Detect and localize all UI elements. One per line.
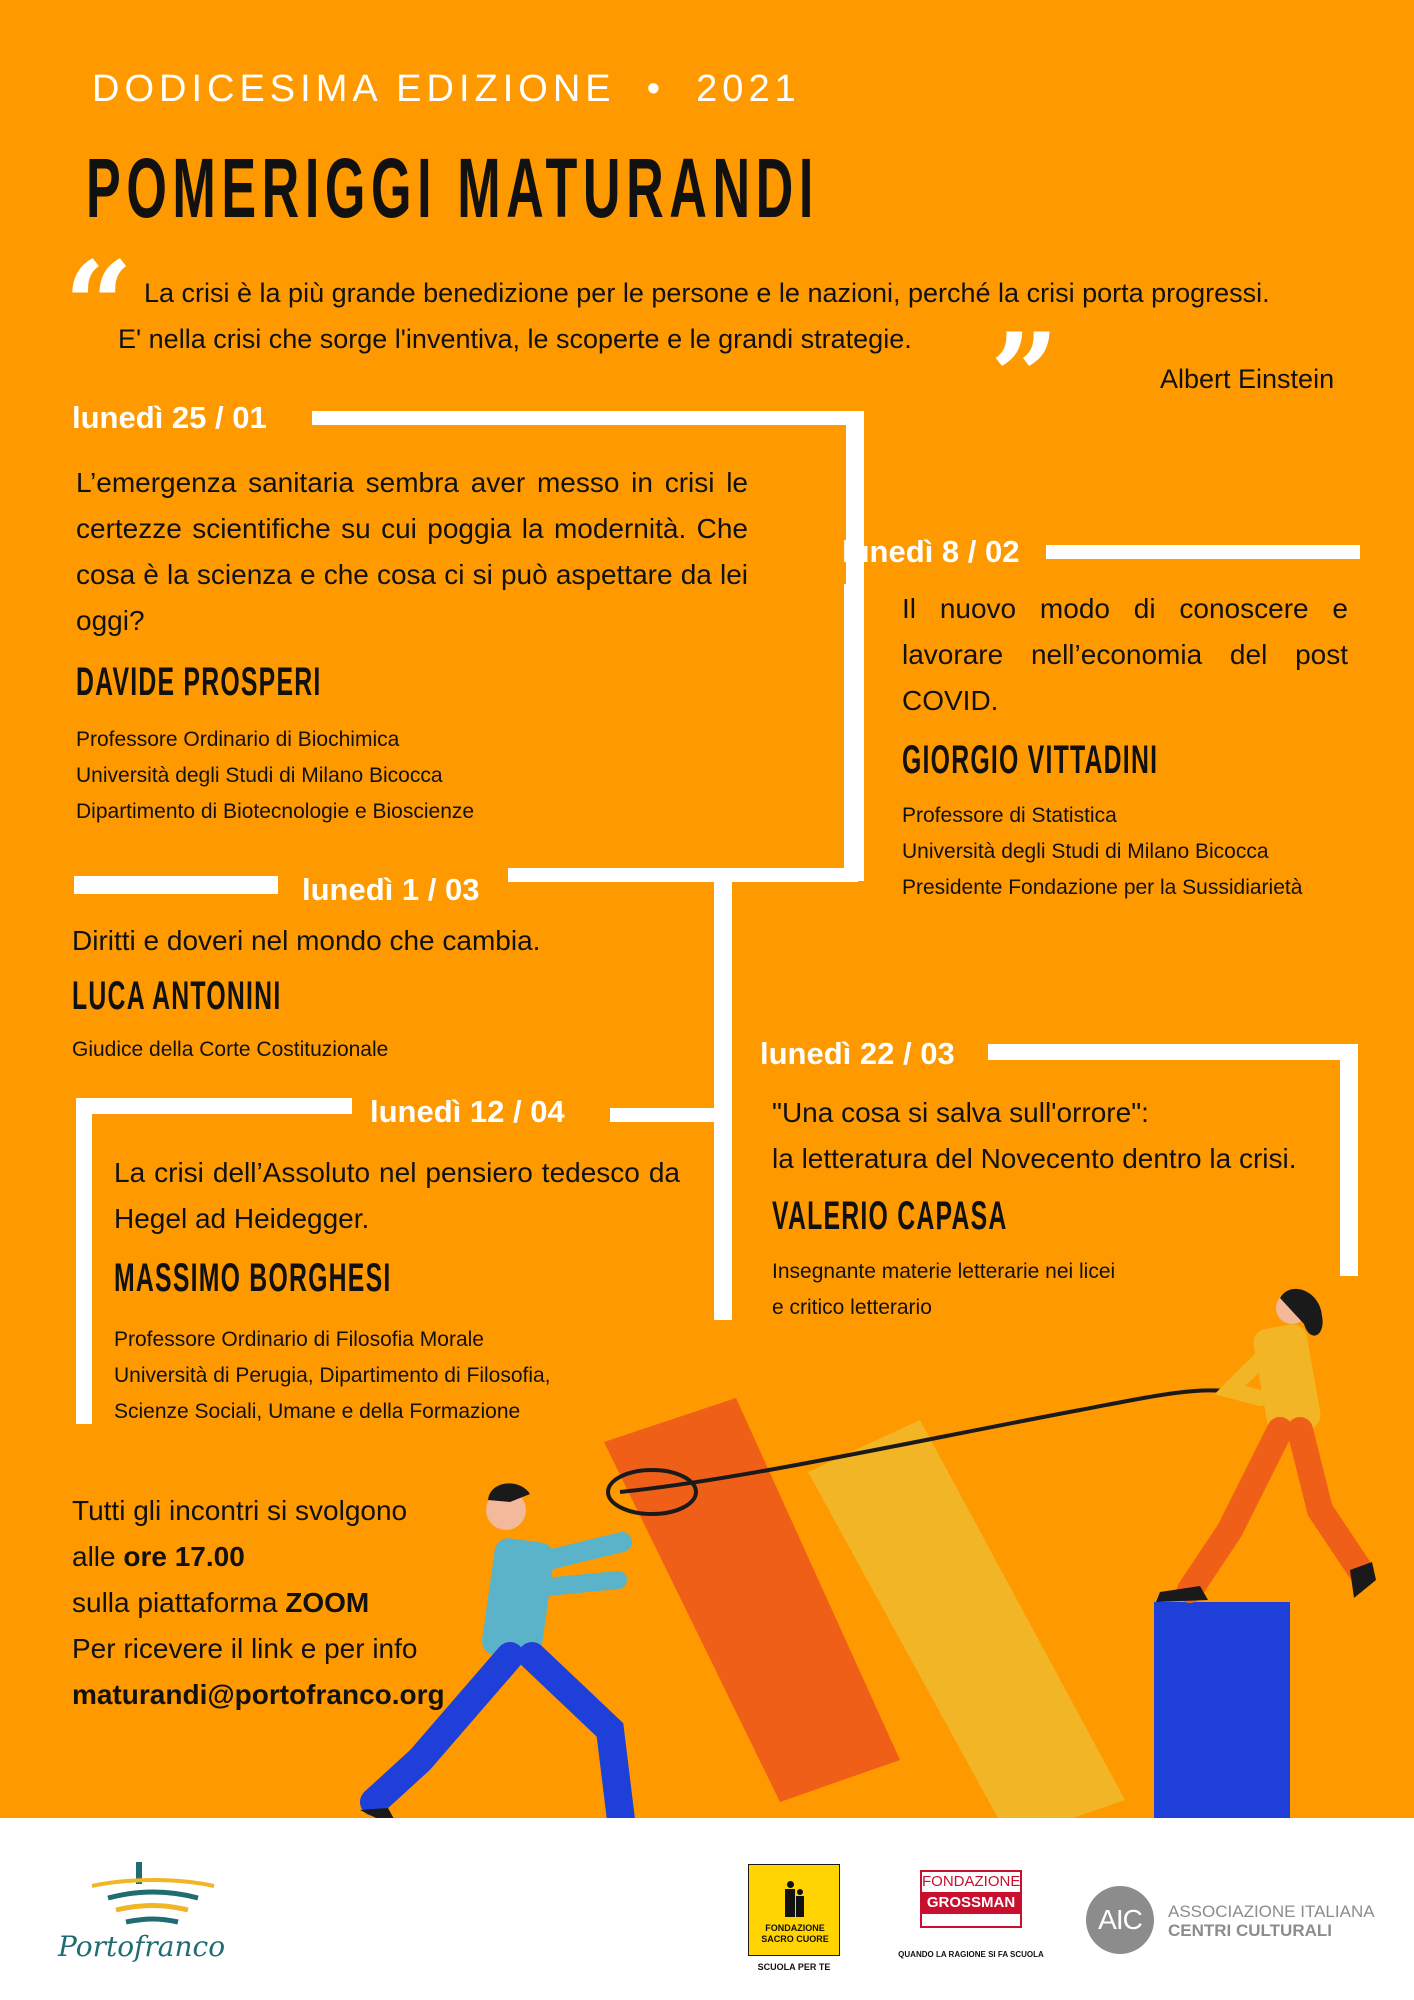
speaker-role: Scienze Sociali, Umane e della Formazione (114, 1400, 521, 1423)
speaker-role: Dipartimento di Biotecnologie e Bioscienze (76, 800, 475, 823)
speaker-role: Presidente Fondazione per la Sussidiarietà (902, 876, 1303, 899)
event-topic: "Una cosa si salva sull'orrore": (772, 1097, 1149, 1128)
info-line: Tutti gli incontri si svolgono (72, 1495, 408, 1526)
info-platform: ZOOM (285, 1587, 370, 1618)
timeline-bar (312, 411, 864, 425)
event-topic: La crisi dell’Assoluto nel pensiero tedesco da Hegel ad Heidegger. (114, 1157, 680, 1234)
event-date: lunedì 22 / 03 (760, 1036, 955, 1071)
speaker-name: LUCA ANTONINI (72, 974, 282, 1018)
aic-line-2: CENTRI CULTURALI (1168, 1921, 1332, 1940)
speaker-role: Professore di Statistica (902, 804, 1117, 827)
page-title: POMERIGGI MATURANDI (86, 141, 819, 235)
bullet-separator: • (631, 68, 697, 110)
close-quote-icon: ” (990, 307, 1060, 448)
timeline-bar (76, 1098, 92, 1424)
event-date: lunedì 1 / 03 (302, 872, 480, 907)
quote-line-1: La crisi è la più grande benedizione per le persone e le nazioni, perché la crisi porta progressi. (144, 278, 1270, 308)
timeline-bar (988, 1044, 1358, 1060)
edition-year: 2021 (696, 68, 801, 110)
sacro-cuore-name: FONDAZIONE SACRO CUORE (761, 1923, 829, 1944)
open-quote-icon: “ (64, 235, 134, 376)
timeline-bar (1340, 1044, 1358, 1276)
event-topic: L’emergenza sanitaria sembra aver messo in crisi le certezze scientifiche su cui poggia la modernità. Che cosa è la scienza e che cosa ci si può aspettare da lei oggi? (76, 467, 748, 636)
timeline-bar (844, 584, 858, 880)
grossman-tagline: QUANDO LA RAGIONE SI FA SCUOLA (898, 1950, 1044, 1959)
speaker-role: Università degli Studi di Milano Bicocca (76, 764, 443, 787)
speaker-name: GIORGIO VITTADINI (902, 738, 1159, 782)
speaker-name: VALERIO CAPASA (772, 1194, 1008, 1238)
info-line: alle ore 17.00 (72, 1541, 245, 1572)
figures-icon (785, 1881, 805, 1921)
event-date: lunedì 8 / 02 (842, 534, 1020, 569)
speaker-name: DAVIDE PROSPERI (76, 660, 322, 704)
timeline-bar (714, 880, 732, 1320)
timeline-bar (508, 868, 858, 882)
event-topic: Diritti e doveri nel mondo che cambia. (72, 925, 541, 956)
info-line: sulla piattaforma ZOOM (72, 1587, 370, 1618)
sacro-cuore-tagline: SCUOLA PER TE (757, 1962, 831, 1972)
event-topic: Il nuovo modo di conoscere e lavorare nell’economia del post COVID. (902, 593, 1348, 716)
woman-figure (1156, 1289, 1376, 1602)
speaker-role: Insegnante materie letterarie nei licei (772, 1260, 1116, 1283)
info-time: ore 17.00 (123, 1541, 245, 1572)
yellow-block (808, 1420, 1125, 1840)
quote-author: Albert Einstein (1160, 364, 1335, 394)
man-figure (360, 1483, 664, 1840)
edition-label (92, 68, 801, 111)
timeline-bar (610, 1108, 714, 1122)
aic-logo-icon: AIC (1086, 1886, 1154, 1954)
event-date: lunedì 25 / 01 (72, 400, 267, 435)
blue-block (1154, 1602, 1290, 1836)
event-date: lunedì 12 / 04 (370, 1094, 565, 1129)
speaker-role: Professore Ordinario di Biochimica (76, 728, 400, 751)
info-line: Per ricevere il link e per info (72, 1633, 418, 1664)
email-link[interactable]: maturandi@portofranco.org (72, 1679, 445, 1710)
illustration (360, 1280, 1414, 1840)
grossman-line-1: FONDAZIONE (922, 1873, 1021, 1890)
event-topic: la letteratura del Novecento dentro la crisi. (772, 1143, 1297, 1174)
grossman-logo (920, 1870, 1022, 1928)
edition-text: DODICESIMA EDIZIONE (92, 68, 616, 110)
speaker-role: Professore Ordinario di Filosofia Morale (114, 1328, 484, 1351)
sacro-cuore-logo (748, 1864, 840, 1956)
grossman-line-2: GROSSMAN (922, 1892, 1020, 1914)
timeline-bar (76, 1098, 352, 1114)
aic-line-1: ASSOCIAZIONE ITALIANA (1168, 1902, 1375, 1921)
portofranco-logo-icon (88, 1856, 218, 1936)
speaker-role: e critico letterario (772, 1296, 932, 1319)
speaker-role: Università degli Studi di Milano Bicocca (902, 840, 1269, 863)
timeline-bar (1046, 545, 1360, 559)
quote-line-2: E' nella crisi che sorge l'inventiva, le scoperte e le grandi strategie. (118, 324, 912, 354)
portofranco-logo: Portofranco (58, 1930, 226, 1963)
timeline-bar (74, 876, 278, 894)
speaker-role: Università di Perugia, Dipartimento di Filosofia, (114, 1364, 551, 1387)
speaker-role: Giudice della Corte Costituzionale (72, 1038, 389, 1061)
speaker-name: MASSIMO BORGHESI (114, 1256, 392, 1300)
aic-logo-text (1168, 1902, 1375, 1940)
